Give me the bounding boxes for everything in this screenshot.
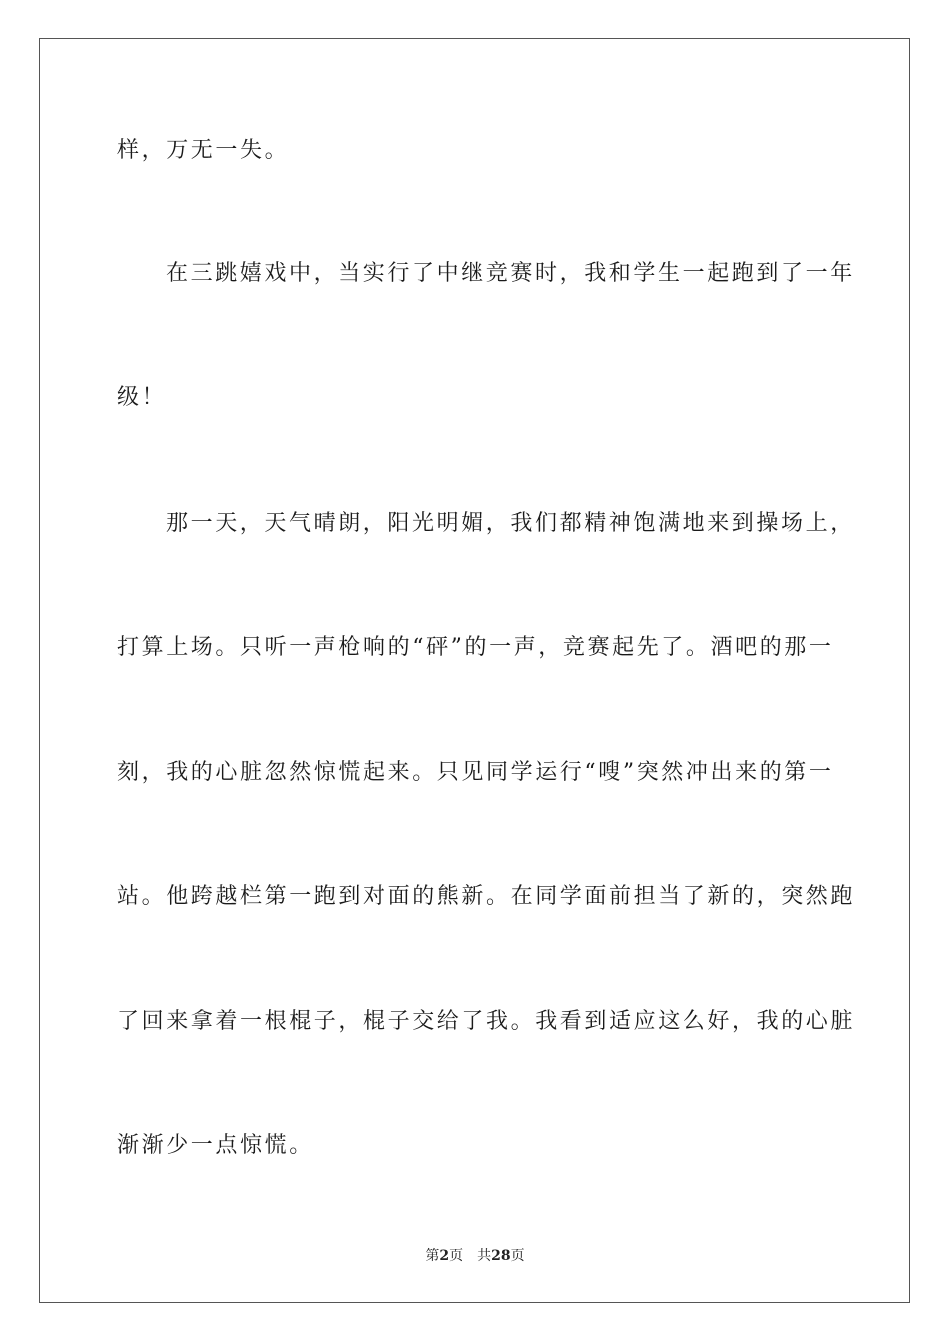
page-border <box>39 38 910 1303</box>
text-line: 了回来拿着一根棍子，棍子交给了我。我看到适应这么好，我的心脏 <box>117 1009 856 1034</box>
total-suffix: 页 <box>510 1248 525 1264</box>
text-line: 站。他跨越栏第一跑到对面的熊新。在同学面前担当了新的，突然跑 <box>117 884 856 909</box>
total-pages: 28 <box>491 1248 511 1264</box>
text-line: 渐渐少一点惊慌。 <box>117 1133 314 1158</box>
page-number: 2 <box>439 1248 450 1264</box>
text-line: 那一天，天气晴朗，阳光明媚，我们都精神饱满地来到操场上， <box>166 511 855 536</box>
text-line: 级！ <box>117 385 167 410</box>
text-line: 刻，我的心脏忽然惊慌起来。只见同学运行“嗖”突然冲出来的第一 <box>117 760 834 785</box>
page-footer <box>0 1246 950 1266</box>
text-line: 打算上场。只听一声枪响的“砰”的一声，竞赛起先了。酒吧的那一 <box>117 635 834 660</box>
page-prefix: 第 <box>425 1248 440 1264</box>
text-line: 在三跳嬉戏中，当实行了中继竞赛时，我和学生一起跑到了一年 <box>166 261 855 286</box>
total-prefix: 共 <box>477 1248 492 1264</box>
text-line: 样，万无一失。 <box>117 138 290 163</box>
page-suffix: 页 <box>449 1248 464 1264</box>
